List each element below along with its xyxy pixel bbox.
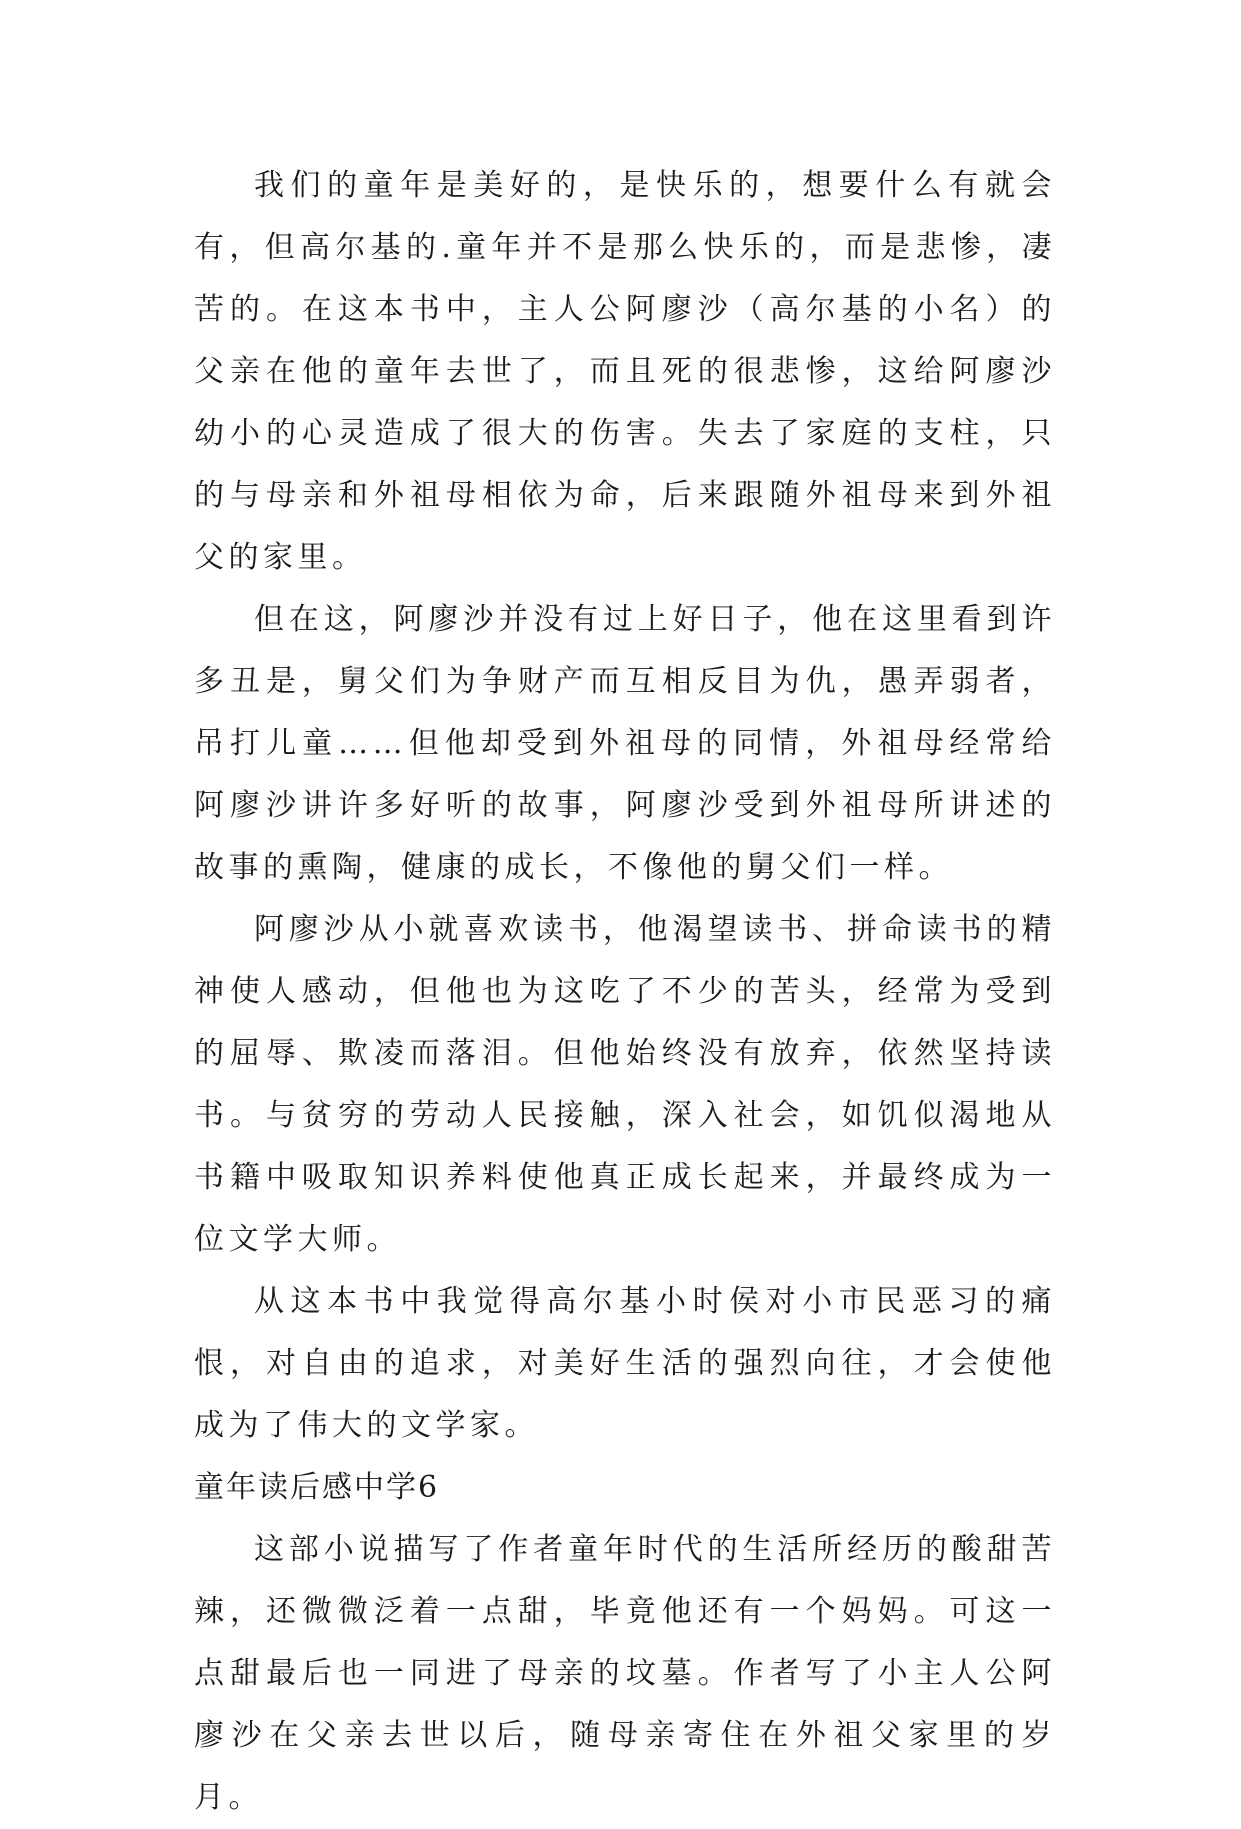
paragraph-2: 但在这，阿廖沙并没有过上好日子，他在这里看到许多丑是，舅父们为争财产而互相反目为仇，愚弄弱者，吊打儿童……但他却受到外祖母的同情，外祖母经常给阿廖沙讲许多好听的故事，阿廖沙受到外祖母所讲述的故事的熏陶，健康的成长，不像他的舅父们一样。 bbox=[194, 602, 1056, 885]
paragraph-5: 这部小说描写了作者童年时代的生活所经历的酸甜苦辣，还微微泛着一点甜，毕竟他还有一个妈妈。可这一点甜最后也一同进了母亲的坟墓。作者写了小主人公阿廖沙在父亲去世以后，随母亲寄住在外祖父家里的岁月。 bbox=[194, 1532, 1056, 1815]
document-body bbox=[194, 155, 1056, 1829]
paragraph-4: 从这本书中我觉得高尔基小时侯对小市民恶习的痛恨，对自由的追求，对美好生活的强烈向往，才会使他成为了伟大的文学家。 bbox=[194, 1284, 1056, 1443]
section-heading: 童年读后感中学6 bbox=[194, 1470, 440, 1505]
paragraph-1: 我们的童年是美好的，是快乐的，想要什么有就会有，但高尔基的.童年并不是那么快乐的，而是悲惨，凄苦的。在这本书中，主人公阿廖沙（高尔基的小名）的父亲在他的童年去世了，而且死的很悲惨，这给阿廖沙幼小的心灵造成了很大的伤害。失去了家庭的支柱，只的与母亲和外祖母相依为命，后来跟随外祖母来到外祖父的家里。 bbox=[194, 168, 1056, 575]
paragraph-3: 阿廖沙从小就喜欢读书，他渴望读书、拼命读书的精神使人感动，但他也为这吃了不少的苦头，经常为受到的屈辱、欺凌而落泪。但他始终没有放弃，依然坚持读书。与贫穷的劳动人民接触，深入社会，如饥似渴地从书籍中吸取知识养料使他真正成长起来，并最终成为一位文学大师。 bbox=[194, 912, 1056, 1257]
